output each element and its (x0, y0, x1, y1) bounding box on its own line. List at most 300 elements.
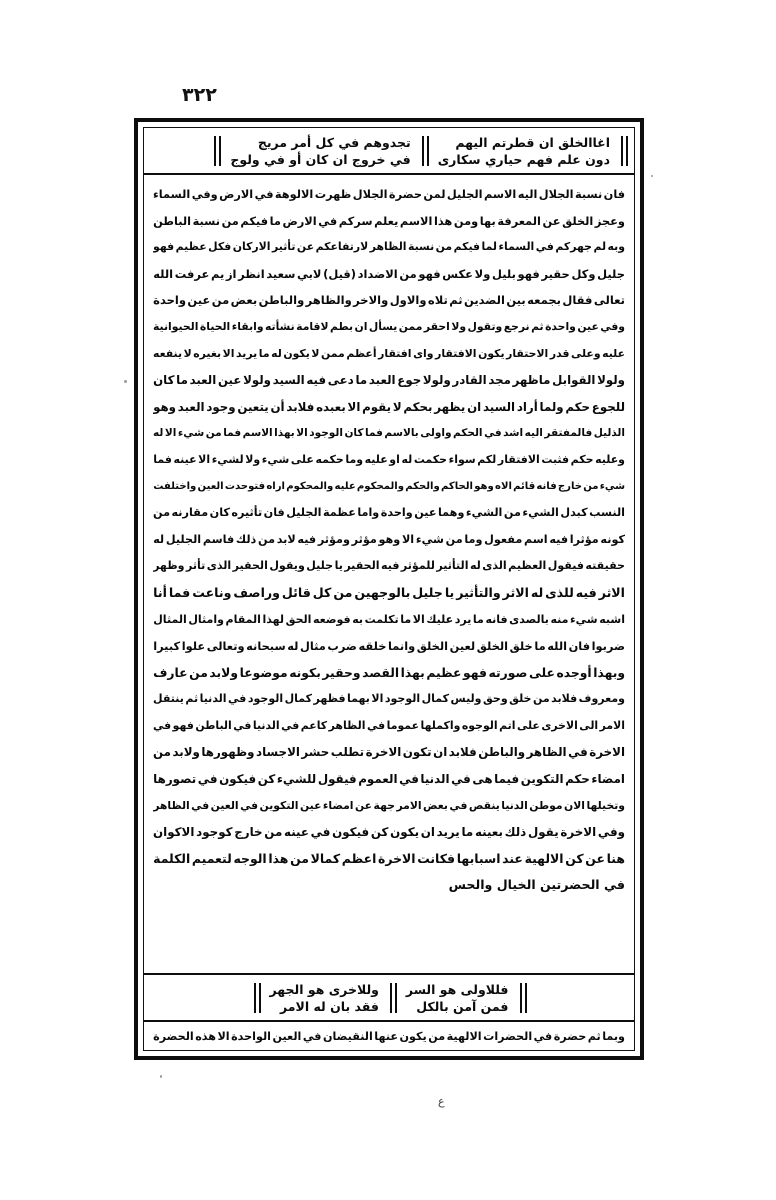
body-text-segment: ما (461, 825, 474, 840)
verse-line: فمن آمن بالكل (416, 999, 509, 1014)
body-text-segment: على (528, 665, 555, 680)
body-text-segment: فلابد (448, 745, 477, 760)
page-number: ٣٢٢ (182, 84, 217, 106)
body-text-line (153, 633, 625, 660)
body-text-segment: يعلم (374, 213, 399, 228)
body-text-segment: لارتفاعكم (315, 240, 369, 254)
body-text-segment: فيكون (219, 772, 257, 787)
body-text-segment: وهما (437, 506, 465, 520)
body-text-line (153, 208, 625, 235)
body-text-segment: وهو (474, 480, 494, 492)
verse-line: في خروج ان كان أو في ولوج (230, 152, 411, 167)
body-text-segment: خلقه (358, 639, 387, 654)
body-text-segment: الاضداد (357, 266, 398, 281)
body-text-segment: وحق (483, 692, 508, 706)
body-text-segment: فما (365, 427, 383, 440)
body-text-segment: الحق (285, 612, 312, 626)
body-text-segment: بالوجهين (354, 584, 411, 600)
body-text-segment: له (401, 452, 413, 466)
body-text-segment: الارض (282, 213, 317, 228)
body-text-segment: في (240, 798, 259, 812)
body-text-segment: تكلمت (364, 612, 399, 626)
body-text-segment: ممن (398, 319, 423, 333)
body-text-segment: عن (354, 798, 373, 812)
body-text-segment: بهذا (274, 427, 295, 440)
body-text-segment: ولولا (597, 373, 625, 388)
body-text-segment: ذلك (504, 825, 527, 840)
body-text-segment: خلق (509, 639, 533, 654)
body-text-segment: ان (467, 399, 482, 414)
body-text-segment: كاعم (300, 718, 328, 732)
body-text-segment: ولابد (209, 665, 238, 680)
body-text-segment: له (153, 532, 165, 546)
body-text-segment: المثال (153, 612, 187, 626)
body-text-segment: افتقار (378, 346, 412, 360)
body-text-line (153, 500, 625, 527)
body-text-segment: واختلفت (153, 480, 197, 492)
body-text-segment: الظاهر (328, 718, 366, 732)
body-text-segment: المقام (225, 612, 261, 626)
body-text-segment: ما (472, 612, 484, 626)
body-text-segment: بحكم (403, 399, 433, 414)
body-text-segment: ان (420, 825, 435, 840)
body-text-segment: علوا (181, 639, 206, 654)
body-text-segment: عليه (334, 480, 356, 492)
body-text-segment: فيقول (547, 559, 584, 573)
body-text-segment: وانما (388, 639, 416, 654)
body-text-segment: كان (209, 506, 230, 520)
body-text-segment: الدنيا (501, 798, 528, 812)
body-text-segment: الوجود (247, 692, 284, 706)
body-text-segment: القصد (362, 665, 400, 680)
body-text-segment: اشد (503, 427, 524, 440)
body-text-segment: السماء (498, 240, 535, 254)
body-text-segment: فما (223, 427, 242, 440)
body-text-segment: ذلك (235, 532, 257, 546)
tail-text-segment: حضرة (553, 1030, 587, 1043)
body-text-segment: لا (183, 346, 192, 360)
body-text-segment: الاثر (598, 584, 625, 600)
body-text-segment: ضرب (327, 639, 357, 654)
tail-text-segment: في (302, 1030, 322, 1043)
body-text-segment: يرد (454, 612, 472, 626)
body-text-segment: نسبة (574, 187, 603, 201)
body-text-segment: الشيء (522, 506, 559, 520)
body-text-segment: الا (198, 452, 211, 466)
body-text-segment: ثم (185, 692, 199, 706)
body-text-segment: فيه (549, 532, 569, 546)
body-text-segment: عظيم (426, 665, 462, 680)
body-text-segment: الظاهر (369, 240, 407, 254)
body-text-segment: عرفت (174, 266, 210, 281)
body-text-segment: تأثير (271, 240, 296, 254)
body-text-segment: الخلق (476, 639, 509, 654)
body-text-segment: فهو (153, 240, 175, 254)
body-text-segment: واحدة (153, 293, 186, 308)
body-text-segment: ومن (453, 213, 479, 228)
body-text-segment: لشيء (211, 452, 244, 466)
body-text-segment: فلابد (286, 399, 315, 414)
body-text-segment: له (271, 346, 282, 360)
body-text-segment: سبحانه (246, 639, 286, 654)
body-text-segment: وبه (607, 240, 625, 254)
body-text-segment: ما (355, 373, 368, 388)
body-text-segment: الاسم (399, 213, 433, 228)
body-text-segment: بكونه (289, 665, 321, 680)
body-text-segment: الاسم (242, 427, 273, 440)
verse-spacer (150, 134, 212, 168)
body-text-segment: في الحضرتين الخيال والحس (448, 877, 625, 893)
body-text-segment: حكم (570, 452, 594, 466)
paper-speck (651, 175, 653, 177)
body-text-segment: ينقص (468, 798, 500, 812)
body-text-segment: الجليل (165, 532, 202, 546)
body-text-segment: فيقول (317, 772, 357, 787)
body-text-segment: لهذا (262, 612, 285, 626)
body-text-segment: الا (401, 532, 415, 546)
body-text-segment: ويقول (269, 559, 305, 573)
body-text-segment: كبيرا (153, 639, 181, 654)
body-text-segment: كل (312, 584, 332, 600)
body-text-segment: الاجساد (256, 745, 300, 760)
body-text-segment: وتقول (467, 319, 503, 333)
body-text-line (153, 553, 625, 580)
body-text-line (153, 660, 625, 687)
body-text-segment: وما (345, 452, 364, 466)
body-text-segment: الاخرة (365, 745, 402, 760)
body-text-segment: في (366, 718, 386, 732)
paper-speck (124, 380, 127, 383)
body-text-segment: قائم (513, 480, 536, 492)
body-text-line (153, 793, 625, 820)
body-text-segment: في (191, 798, 210, 812)
body-text-segment: للشيء (276, 772, 317, 787)
tail-band (144, 1020, 634, 1050)
body-text-line (153, 394, 625, 421)
verse-divider-rule-left (212, 134, 221, 168)
tail-text-segment: الحضرة (153, 1030, 194, 1043)
body-text-segment: من (205, 427, 222, 440)
body-text-segment: شيء (415, 532, 444, 546)
body-text-line (153, 341, 625, 368)
tail-text-segment: عنها (374, 1030, 399, 1043)
paper-speck (160, 1075, 162, 1078)
body-text-segment: وابقاء (231, 319, 264, 333)
body-text-segment: عظيم (175, 240, 207, 254)
body-text-segment: الظاهر (526, 745, 567, 760)
body-text-segment: فالمفتقر (544, 427, 593, 440)
body-text-segment: أن (270, 399, 285, 414)
body-text-segment: العبد (177, 399, 205, 414)
body-text-segment: نشأته (264, 319, 295, 333)
body-text-segment: أعظم (346, 346, 377, 360)
body-text-segment: وتخيلها (586, 798, 625, 812)
body-text-segment: ومؤثر (317, 532, 350, 546)
body-text-segment: من (333, 584, 353, 600)
body-text-segment: الجلال (538, 187, 574, 201)
body-text-segment: السماء (153, 187, 191, 201)
body-text-segment: من (153, 506, 171, 520)
body-text-segment: عليه (602, 346, 625, 360)
body-text-segment: والحكم (405, 480, 440, 492)
top-verse-hemistich-left (221, 134, 419, 168)
body-text-segment: خارج (557, 480, 583, 492)
body-text-segment: كمال (421, 692, 450, 706)
body-text-segment: بها (479, 213, 496, 228)
body-text-segment: فوضعه (312, 612, 351, 626)
body-text-line (153, 739, 625, 766)
body-text-segment: الحقير (232, 559, 268, 573)
body-text-segment: وناعت (192, 584, 232, 600)
body-text-segment: عند (502, 850, 523, 866)
body-text-segment: بين (506, 293, 526, 308)
body-text-segment: له (153, 427, 164, 440)
body-text-segment: فما (153, 452, 172, 466)
body-text-segment: نسبة (192, 213, 220, 228)
body-text-segment: الا (347, 399, 361, 414)
tail-line (153, 1026, 625, 1047)
body-text-segment: بعض (230, 293, 258, 308)
body-text-segment: ان (433, 745, 448, 760)
body-text-segment: لكم (477, 452, 497, 466)
body-text-segment: الاخرة (560, 825, 597, 840)
body-text-segment: حقير (541, 266, 570, 281)
body-text-segment: وحقير (322, 665, 361, 680)
body-text-line (153, 766, 625, 793)
body-text-segment: هذا (268, 850, 289, 866)
body-text-segment: الاسم (483, 187, 517, 201)
body-text-segment: المعرفة (497, 213, 541, 228)
body-text-segment: الامر (599, 718, 625, 732)
body-text-segment: واما (357, 506, 380, 520)
body-text-segment: في (451, 772, 471, 787)
body-text-segment: يا (444, 584, 455, 600)
body-text-segment: في (153, 718, 172, 732)
body-text-line (153, 713, 625, 740)
tail-text-segment: هذه (195, 1030, 216, 1043)
body-text-segment: لا (392, 399, 402, 414)
body-text-segment: هنا (606, 850, 625, 866)
verse-divider-rule-middle (388, 981, 397, 1015)
tail-text-segment: يكون (399, 1030, 427, 1043)
body-text-segment: خلق (509, 692, 532, 706)
body-text-segment: شيء (177, 427, 205, 440)
body-text-segment: ولولا (243, 373, 271, 388)
body-text-segment: كن (257, 772, 276, 787)
body-text-segment: يقوم (362, 399, 392, 414)
body-text-segment: جليل (306, 559, 334, 573)
body-text-segment: فاسم (202, 532, 235, 546)
body-text-segment: عينه (173, 452, 197, 466)
body-text-segment: اراه (266, 480, 285, 492)
body-text-segment: في (449, 798, 468, 812)
body-text-segment: هذا (433, 213, 453, 228)
body-text-segment: في (254, 187, 274, 201)
body-text-segment: للجوع (591, 399, 625, 414)
body-text-segment: واولى (420, 427, 452, 440)
body-text-segment: بالاسم (384, 427, 419, 440)
tail-text-segment: الا (217, 1030, 230, 1043)
tail-text-segment: الواحدة (231, 1030, 271, 1043)
body-text-segment: النسب (589, 506, 625, 520)
page-frame-inner (143, 127, 635, 1051)
body-text-segment: صورته (488, 665, 528, 680)
body-text-segment: العموم (358, 772, 398, 787)
verse-line: وللاخرى هو الجهر (269, 982, 379, 997)
body-text-segment: تأثيره (231, 506, 263, 520)
body-text-segment: جهركم (555, 240, 592, 254)
body-text-segment: وهو (153, 399, 177, 414)
body-text-segment: الدنيا (252, 718, 280, 732)
body-text-segment: تلاه (427, 293, 448, 308)
body-text-segment: الذى (206, 559, 232, 573)
body-text-segment: ولولا (422, 373, 451, 388)
body-text-segment: شيء (570, 612, 598, 626)
body-text-segment: لم (593, 240, 607, 254)
body-text-segment: شيء (599, 480, 625, 492)
body-text-segment: عن (585, 850, 605, 866)
body-text-segment: موطن (529, 798, 563, 812)
body-text-segment: الذى (482, 559, 507, 573)
body-text-segment: جهة (373, 798, 395, 812)
body-text-segment: أوجده (556, 665, 592, 680)
tail-text-segment: في (533, 1030, 553, 1043)
body-text-segment: يريد (436, 825, 460, 840)
body-text-segment: وفي (597, 825, 625, 840)
body-text-segment: جليل (412, 584, 443, 600)
body-text-segment: والمحكوم (286, 480, 334, 492)
body-text-segment: في (233, 718, 252, 732)
body-text-segment: انظر (238, 266, 265, 281)
body-text-segment: من (264, 825, 283, 840)
body-text-segment: اتم (499, 718, 516, 732)
body-text-segment: لتعميم (191, 850, 232, 866)
body-text-segment: يريد (236, 346, 258, 360)
body-text-segment: الارض (219, 187, 254, 201)
verse-line: دون علم فهم حياري سكارى (437, 152, 610, 167)
body-text-segment: بهذا (400, 665, 425, 680)
body-text-segment: فيما (494, 772, 520, 787)
body-text-segment: للمؤثر (400, 559, 435, 573)
body-text-segment: مفعول (484, 532, 523, 546)
body-text-segment: فقال (562, 293, 593, 308)
body-text-segment: الباطن (153, 213, 192, 228)
body-text-line (153, 287, 625, 314)
body-text-segment: هى (472, 772, 493, 787)
body-text-line (153, 261, 625, 288)
body-text-segment: الكلمة (153, 850, 191, 866)
body-text-segment: ولابد (172, 745, 200, 760)
body-text-segment: الضدين (463, 293, 505, 308)
body-text-segment: اليه (517, 187, 538, 201)
body-text-segment: كمالا (310, 850, 341, 866)
body-text-segment: من (583, 480, 599, 492)
body-text-segment: كمال (284, 692, 313, 706)
body-text-segment: بالصدى (509, 612, 549, 626)
body-text-segment: الجلال (352, 187, 388, 201)
body-text-segment: الخلق (416, 639, 449, 654)
verse-line: اغاالخلق ان قطرتم اليهم (455, 135, 610, 150)
body-text-segment: وفي (191, 187, 218, 201)
body-text-segment: التكوين (520, 772, 564, 787)
body-text-segment: تصورها (153, 772, 197, 787)
verse-line: فللاولى هو السر (405, 982, 509, 997)
body-text-segment: يكون (283, 346, 310, 360)
body-text-segment: موضوعا (239, 665, 288, 680)
body-text-segment: كان (153, 373, 175, 388)
body-text-segment: الاثر (502, 584, 529, 600)
body-text-segment: دعى (327, 373, 354, 388)
body-text-segment: كبدل (560, 506, 588, 520)
body-text-segment: سواء (448, 452, 476, 466)
body-text-segment: ولا (245, 452, 261, 466)
body-text-line (153, 367, 625, 394)
body-text-segment: امضاء (591, 772, 625, 787)
body-text-segment: الاكوان (153, 825, 195, 840)
body-text-segment: فهو (463, 665, 487, 680)
body-text-line (153, 872, 625, 899)
body-text-segment: وما (464, 532, 483, 546)
body-text-segment: من (290, 850, 309, 866)
body-text-segment: في (535, 240, 554, 254)
body-text-segment: فهو (517, 266, 540, 281)
body-text-segment: السيد (272, 373, 305, 388)
body-text-segment: مثال (299, 639, 326, 654)
body-text-segment: من (221, 213, 239, 228)
verse-divider-rule-left (252, 981, 261, 1015)
body-text-segment: أراد (516, 399, 538, 414)
body-text-segment: والباطن (478, 745, 526, 760)
body-text-line (153, 234, 625, 261)
body-text-segment: الا (412, 612, 425, 626)
body-text-segment: كوجود (196, 825, 233, 840)
body-text-segment: كونه (600, 532, 625, 546)
body-text-segment: ان (354, 319, 368, 333)
body-text-segment: في (399, 772, 419, 787)
body-text-segment: ثم (531, 319, 544, 333)
body-text-segment: تأثر (185, 559, 206, 573)
body-text-segment: عين (217, 373, 242, 388)
body-text-segment: واى (413, 346, 434, 360)
body-text-segment: الاخرى (541, 718, 578, 732)
body-text-line (153, 314, 625, 341)
body-text-segment: لما (481, 240, 497, 254)
body-text-segment: وعلى (571, 346, 601, 360)
body-text-segment: في (228, 692, 247, 706)
verse-divider-rule-middle (420, 134, 429, 168)
body-text-segment: عين (414, 506, 437, 520)
body-text-segment: ماظهر (512, 373, 551, 388)
body-text-segment: السيد (482, 399, 516, 414)
body-text-segment: وكل (571, 266, 596, 281)
bottom-verse-hemistich-left (261, 981, 388, 1015)
body-text-segment: اشبه (599, 612, 625, 626)
body-text-segment: عن (542, 213, 561, 228)
tail-text-segment: من (428, 1030, 446, 1043)
top-verse-row (144, 134, 634, 168)
body-text-segment: في (484, 427, 502, 440)
body-text-segment: والظاهر (305, 293, 352, 308)
body-text-segment: منه (550, 612, 569, 626)
body-text-segment: حكم (565, 399, 591, 414)
body-text-segment: بهما (347, 692, 370, 706)
body-text-segment: واكملها (420, 718, 461, 732)
verse-spacer (527, 981, 629, 1015)
body-text-segment: الا (164, 427, 177, 440)
body-text-segment: اسبابها (456, 850, 501, 866)
body-text-segment: فلابد (551, 692, 578, 706)
body-text-line (153, 420, 625, 447)
